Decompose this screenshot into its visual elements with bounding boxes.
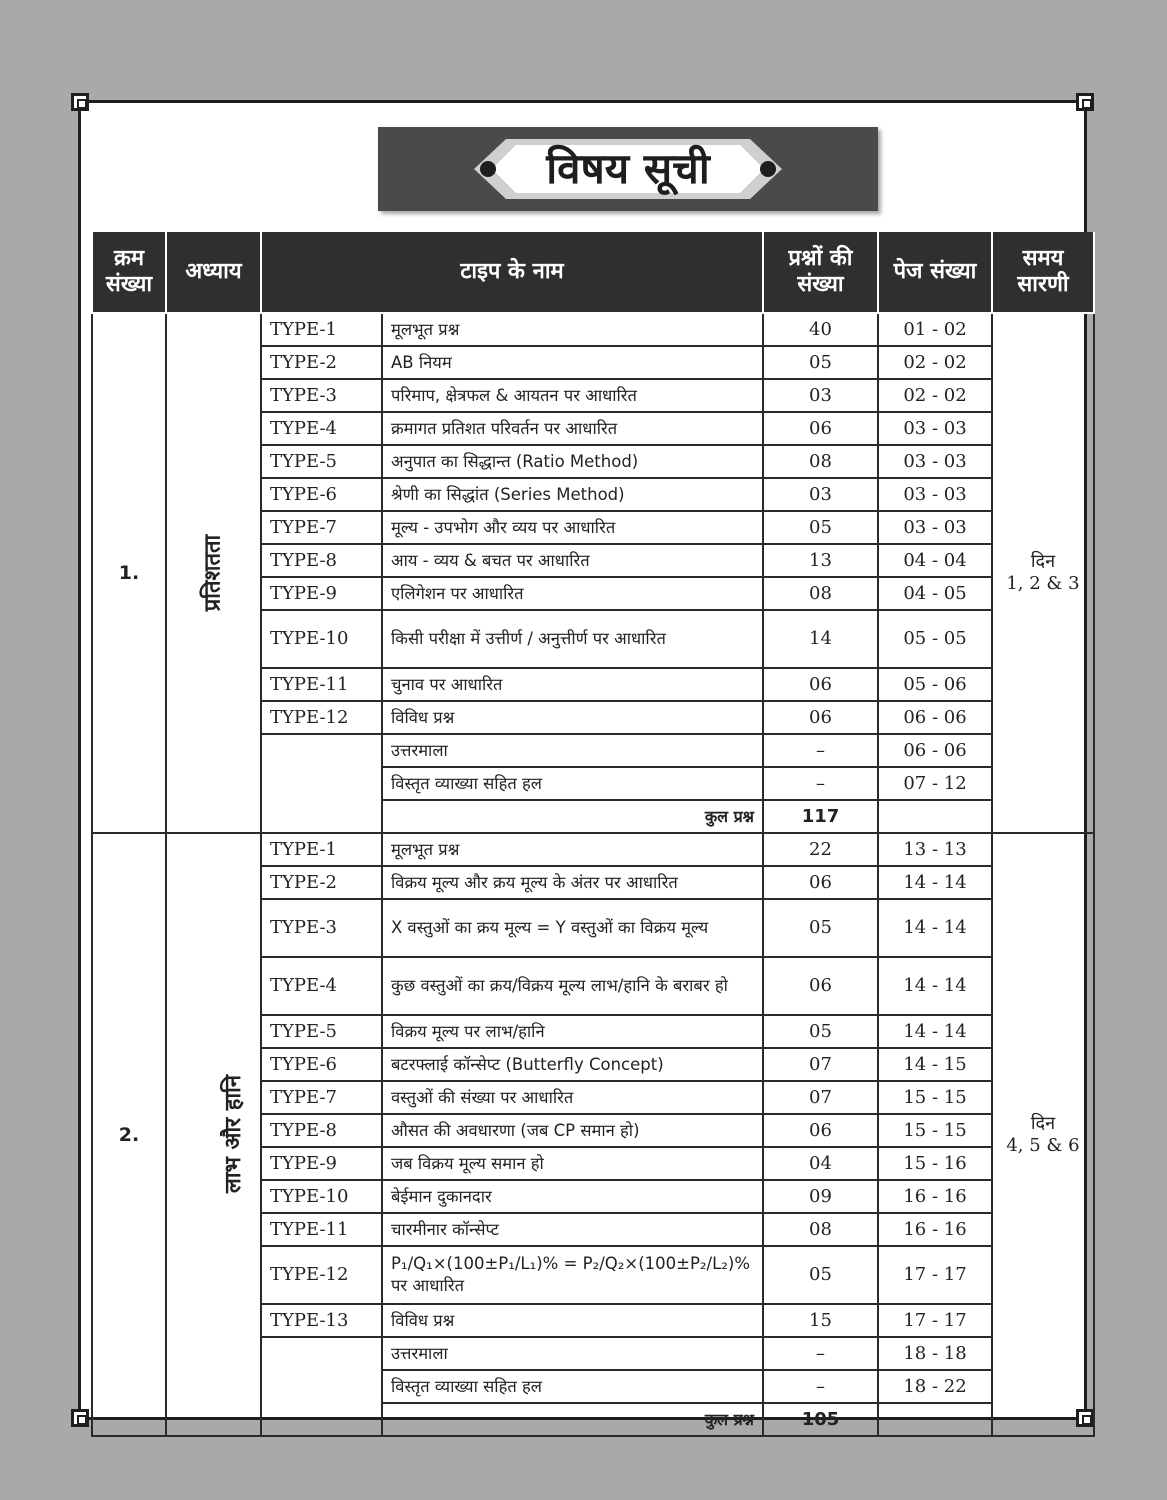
page-title: विषय सूची [546,144,710,193]
page-range: 18 - 18 [878,1337,992,1370]
type-name: विस्तृत व्याख्या सहित हल [382,767,763,800]
page-range: 16 - 16 [878,1213,992,1246]
blank-cell [878,800,992,833]
type-label: TYPE-12 [261,1246,382,1304]
page-range: 02 - 02 [878,379,992,412]
type-name: विक्रय मूल्य पर लाभ/हानि [382,1015,763,1048]
type-label: TYPE-1 [261,313,382,346]
header-questions: प्रश्नों की संख्या [763,232,878,313]
schedule: दिन 4, 5 & 6 [992,833,1094,1436]
type-name: बटरफ्लाई कॉन्सेप्ट (Butterfly Concept) [382,1048,763,1081]
page-range: 06 - 06 [878,734,992,767]
question-count: 06 [763,1114,878,1147]
type-name: श्रेणी का सिद्धांत (Series Method) [382,478,763,511]
question-count: – [763,1337,878,1370]
question-count: 03 [763,478,878,511]
question-count: 07 [763,1081,878,1114]
type-name: विस्तृत व्याख्या सहित हल [382,1370,763,1403]
chapter-name-cell [166,313,261,833]
type-label: TYPE-13 [261,1304,382,1337]
type-name: AB नियम [382,346,763,379]
type-label: TYPE-2 [261,346,382,379]
question-count: 05 [763,346,878,379]
question-count: 06 [763,668,878,701]
type-name: एलिगेशन पर आधारित [382,577,763,610]
page-range: 17 - 17 [878,1246,992,1304]
question-count: 05 [763,1246,878,1304]
toc-row [92,833,1094,866]
blank-cell [261,734,382,833]
type-name: मूलभूत प्रश्न [382,833,763,866]
page-range: 15 - 15 [878,1114,992,1147]
page-range: 03 - 03 [878,511,992,544]
page-range: 13 - 13 [878,833,992,866]
type-name: बेईमान दुकानदार [382,1180,763,1213]
question-count: 15 [763,1304,878,1337]
question-count: – [763,734,878,767]
toc-page [78,100,1087,1430]
page-range: 01 - 02 [878,313,992,346]
page-range: 14 - 15 [878,1048,992,1081]
question-count: 08 [763,577,878,610]
type-name: मूल्य - उपभोग और व्यय पर आधारित [382,511,763,544]
type-name: X वस्तुओं का क्रय मूल्य = Y वस्तुओं का विक्रय मूल्य [382,899,763,957]
question-count: 09 [763,1180,878,1213]
type-name: अनुपात का सिद्धान्त (Ratio Method) [382,445,763,478]
page-range: 15 - 15 [878,1081,992,1114]
page-range: 15 - 16 [878,1147,992,1180]
question-count: 06 [763,412,878,445]
chapter-name: लाभ और हानि [221,1074,247,1194]
question-count: 14 [763,610,878,668]
corner-ornament [71,1409,89,1427]
type-label: TYPE-11 [261,1213,382,1246]
question-count: 40 [763,313,878,346]
header-sn: क्रम संख्या [92,232,166,313]
question-count: 06 [763,866,878,899]
page-range: 04 - 04 [878,544,992,577]
type-label: TYPE-4 [261,412,382,445]
header-page: पेज संख्या [878,232,992,313]
type-label: TYPE-2 [261,866,382,899]
type-label: TYPE-9 [261,1147,382,1180]
chapter-number: 1. [92,313,166,833]
page-range: 17 - 17 [878,1304,992,1337]
type-name: आय - व्यय & बचत पर आधारित [382,544,763,577]
type-name: जब विक्रय मूल्य समान हो [382,1147,763,1180]
schedule: दिन 1, 2 & 3 [992,313,1094,833]
question-count: 03 [763,379,878,412]
total-questions: 117 [763,800,878,833]
type-name: परिमाप, क्षेत्रफल & आयतन पर आधारित [382,379,763,412]
total-label: कुल प्रश्न [382,1403,763,1436]
total-questions: 105 [763,1403,878,1436]
page-range: 14 - 14 [878,1015,992,1048]
type-name: चारमीनार कॉन्सेप्ट [382,1213,763,1246]
type-label: TYPE-8 [261,1114,382,1147]
type-name: चुनाव पर आधारित [382,668,763,701]
type-label: TYPE-12 [261,701,382,734]
type-label: TYPE-8 [261,544,382,577]
question-count: 04 [763,1147,878,1180]
type-label: TYPE-10 [261,1180,382,1213]
page-range: 07 - 12 [878,767,992,800]
page-range: 16 - 16 [878,1180,992,1213]
toc-row [92,313,1094,346]
type-name: विविध प्रश्न [382,1304,763,1337]
question-count: 05 [763,1015,878,1048]
chapter-number: 2. [92,833,166,1436]
type-name: किसी परीक्षा में उत्तीर्ण / अनुत्तीर्ण पर आधारित [382,610,763,668]
type-name: कुछ वस्तुओं का क्रय/विक्रय मूल्य लाभ/हानि के बराबर हो [382,957,763,1015]
type-label: TYPE-4 [261,957,382,1015]
question-count: 22 [763,833,878,866]
type-label: TYPE-9 [261,577,382,610]
corner-ornament [1076,93,1094,111]
type-name: उत्तरमाला [382,1337,763,1370]
page-range: 14 - 14 [878,957,992,1015]
corner-ornament [71,93,89,111]
chapter-name-cell [166,833,261,1436]
question-count: 05 [763,899,878,957]
question-count: 08 [763,1213,878,1246]
page-range: 06 - 06 [878,701,992,734]
type-label: TYPE-5 [261,445,382,478]
total-label: कुल प्रश्न [382,800,763,833]
blank-cell [878,1403,992,1436]
question-count: – [763,767,878,800]
type-name: P₁/Q₁×(100±P₁/L₁)% = P₂/Q₂×(100±P₂/L₂)% पर आधारित [382,1246,763,1304]
page-range: 04 - 05 [878,577,992,610]
page-range: 14 - 14 [878,899,992,957]
question-count: 05 [763,511,878,544]
question-count: 06 [763,957,878,1015]
type-name: क्रमागत प्रतिशत परिवर्तन पर आधारित [382,412,763,445]
page-range: 03 - 03 [878,478,992,511]
question-count: 08 [763,445,878,478]
page-range: 03 - 03 [878,445,992,478]
page-range: 02 - 02 [878,346,992,379]
type-label: TYPE-6 [261,478,382,511]
header-row [92,232,1094,313]
header-chapter: अध्याय [166,232,261,313]
type-name: औसत की अवधारणा (जब CP समान हो) [382,1114,763,1147]
page-range: 03 - 03 [878,412,992,445]
type-label: TYPE-7 [261,1081,382,1114]
title-banner [378,127,878,211]
page-range: 05 - 05 [878,610,992,668]
type-label: TYPE-6 [261,1048,382,1081]
type-label: TYPE-3 [261,379,382,412]
type-label: TYPE-1 [261,833,382,866]
type-name: वस्तुओं की संख्या पर आधारित [382,1081,763,1114]
blank-cell [261,1337,382,1436]
type-label: TYPE-10 [261,610,382,668]
type-label: TYPE-3 [261,899,382,957]
type-name: विक्रय मूल्य और क्रय मूल्य के अंतर पर आधारित [382,866,763,899]
question-count: 06 [763,701,878,734]
page-range: 14 - 14 [878,866,992,899]
page-range: 18 - 22 [878,1370,992,1403]
question-count: 07 [763,1048,878,1081]
question-count: – [763,1370,878,1403]
chapter-name: प्रतिशतता [200,534,226,611]
type-name: मूलभूत प्रश्न [382,313,763,346]
header-schedule: समय सारणी [992,232,1094,313]
page-range: 05 - 06 [878,668,992,701]
type-name: उत्तरमाला [382,734,763,767]
type-label: TYPE-7 [261,511,382,544]
header-type-name: टाइप के नाम [261,232,763,313]
type-label: TYPE-5 [261,1015,382,1048]
toc-table [91,232,1095,1437]
question-count: 13 [763,544,878,577]
type-name: विविध प्रश्न [382,701,763,734]
type-label: TYPE-11 [261,668,382,701]
